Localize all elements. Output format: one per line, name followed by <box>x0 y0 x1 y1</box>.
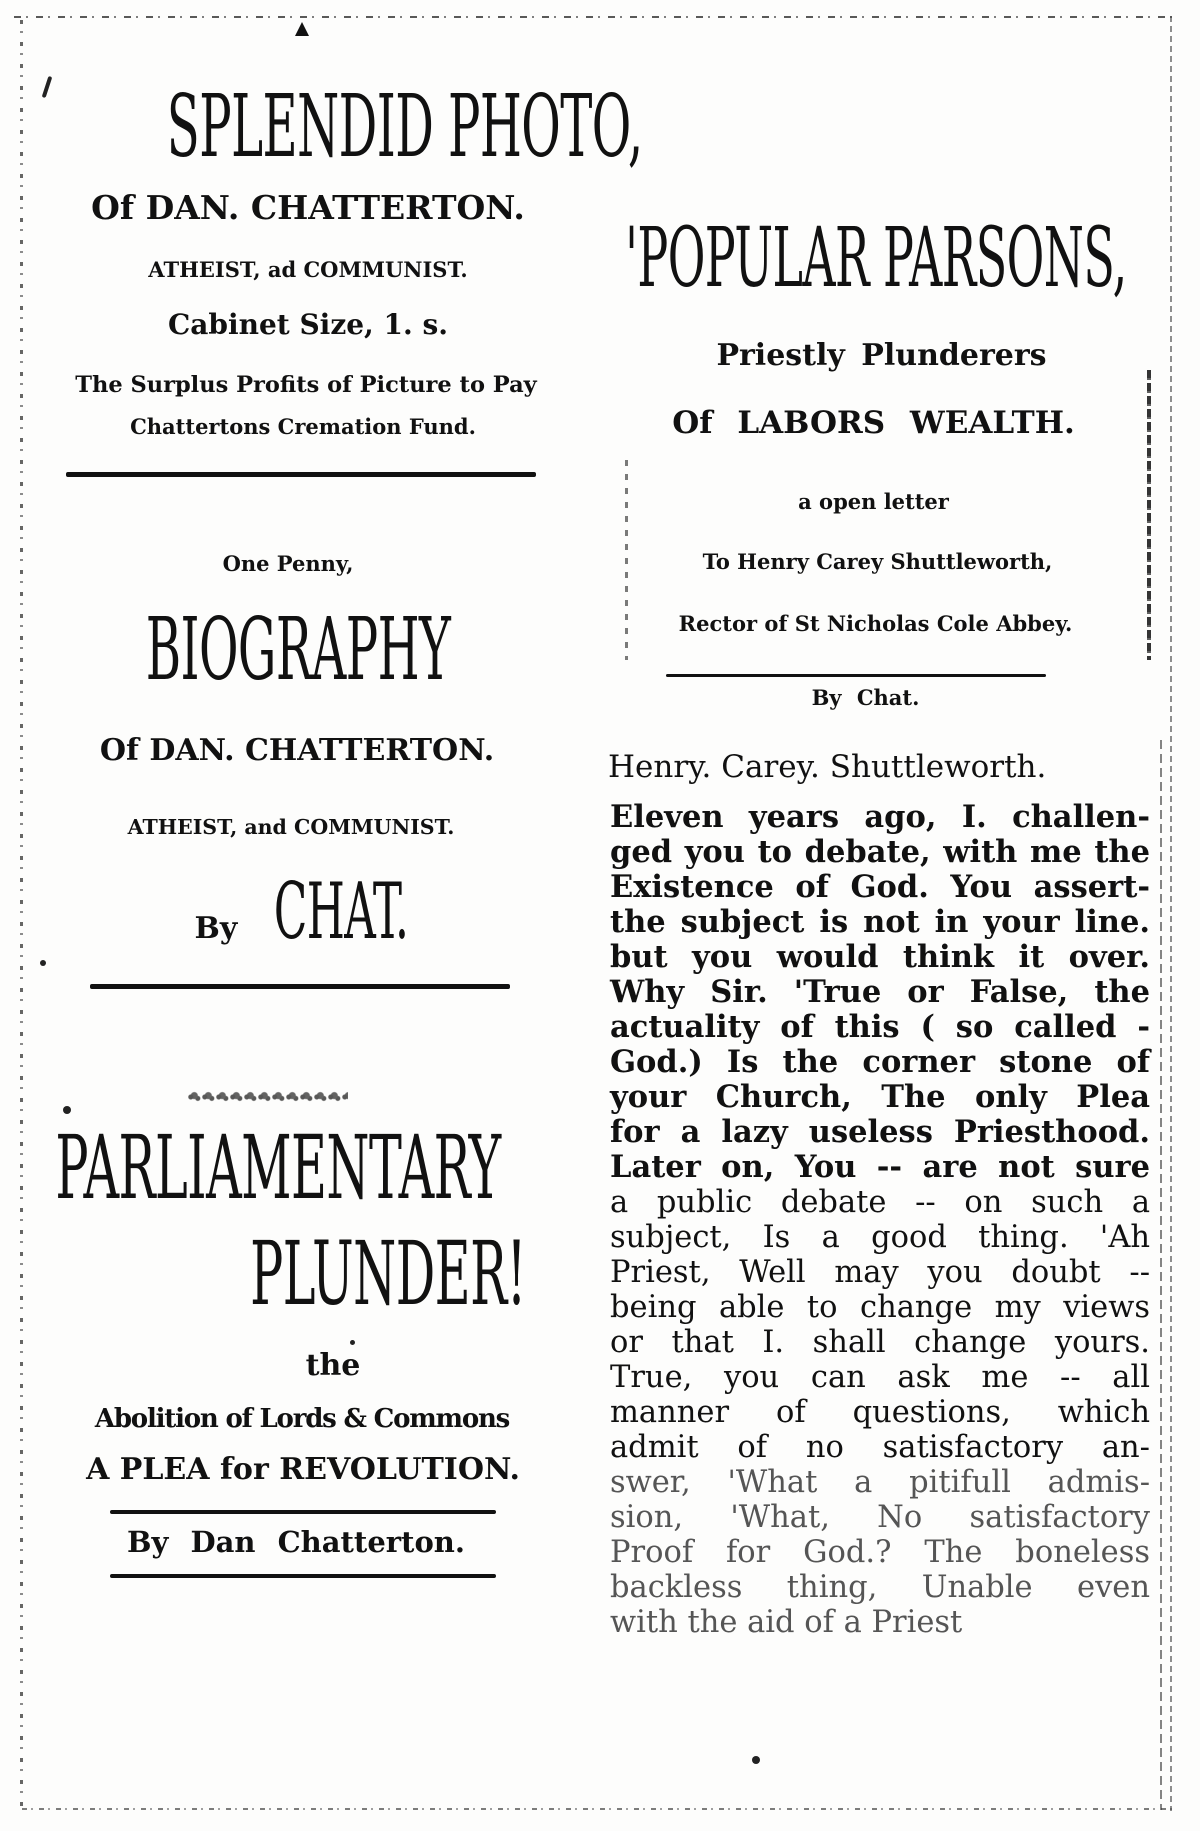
letter-line: actuality of this ( so called - <box>610 1009 1150 1045</box>
frame-border-bottom <box>22 1808 1172 1810</box>
scan-speck <box>40 960 46 966</box>
letter-line: Existence of God. You assert- <box>610 869 1150 905</box>
scan-mark <box>42 76 53 98</box>
photo-price: Cabinet Size, 1. s. <box>167 308 449 341</box>
letter-line: but you would think it over. <box>610 939 1150 975</box>
letter-line: Later on, You -- are not sure <box>610 1149 1150 1185</box>
biography-descriptor: ATHEIST, and COMMUNIST. <box>127 815 455 839</box>
letter-line: for a lazy useless Priesthood. <box>610 1114 1150 1150</box>
photo-subject: Of DAN. CHATTERTON. <box>91 188 525 227</box>
top-marker-icon <box>295 22 309 36</box>
letter-addressee: To Henry Carey Shuttleworth, <box>702 549 1053 574</box>
biography-byline-author: CHAT. <box>274 867 409 957</box>
letter-line: God.) Is the corner stone of <box>610 1044 1150 1080</box>
photo-descriptor: ATHEIST, ad COMMUNIST. <box>148 257 468 282</box>
letter-addressee-title: Rector of St Nicholas Cole Abbey. <box>678 611 1073 636</box>
letter-text <box>610 800 1150 1640</box>
letter-line: your Church, The only Plea <box>610 1079 1150 1115</box>
letter-line: the subject is not in your line. <box>610 904 1150 940</box>
letter-line: Why Sir. 'True or False, the <box>610 974 1150 1010</box>
parsons-sub-1: Priestly Plunderers <box>716 338 1047 373</box>
biography-subject: Of DAN. CHATTERTON. <box>99 733 495 768</box>
photo-note-line-2: Chattertons Cremation Fund. <box>130 414 476 439</box>
parliament-sub-3: A PLEA for REVOLUTION. <box>86 1452 520 1487</box>
frame-border-right <box>1170 16 1172 1811</box>
letter-line: manner of questions, which <box>610 1395 1150 1430</box>
biography-headline: BIOGRAPHY <box>145 600 451 700</box>
divider-rule <box>66 472 536 477</box>
parliament-byline: By Dan Chatterton. <box>127 1525 465 1559</box>
letter-line: or that I. shall change yours. <box>610 1325 1150 1360</box>
biography-byline <box>28 867 588 957</box>
parsons-headline: 'POPULAR PARSONS, <box>625 211 1127 306</box>
letter-line: Eleven years ago, I. challen- <box>610 799 1150 835</box>
letter-line: subject, Is a good thing. 'Ah <box>610 1220 1150 1255</box>
letter-line: backless thing, Unable even <box>610 1570 1150 1605</box>
parsons-sub-3: a open letter <box>798 489 949 514</box>
parliament-sub-2: Abolition of Lords & Commons <box>94 1404 510 1434</box>
letter-line: admit of no satisfactory an- <box>610 1430 1150 1465</box>
letter-salutation: Henry. Carey. Shuttleworth. <box>608 749 1047 785</box>
photo-note-line-1: The Surplus Profits of Picture to Pay <box>75 372 537 398</box>
parsons-sub-2: Of LABORS WEALTH. <box>672 405 1075 441</box>
divider-rule <box>90 984 510 989</box>
letter-line: being able to change my views <box>610 1290 1150 1325</box>
letter-line: Priest, Well may you doubt -- <box>610 1255 1150 1290</box>
letter-line: with the aid of a Priest <box>610 1605 963 1640</box>
letter-line: sion, 'What, No satisfactory <box>610 1500 1150 1535</box>
parliament-headline-2: PLUNDER! <box>250 1222 526 1325</box>
scan-speck <box>752 1756 760 1764</box>
letter-line: ged you to debate, with me the <box>610 834 1150 870</box>
letter-line: Proof for God.? The boneless <box>610 1535 1150 1570</box>
column-rule-right <box>1160 740 1162 1810</box>
divider-rule <box>110 1510 496 1514</box>
divider-rule <box>666 674 1046 677</box>
frame-border-top <box>14 16 1174 18</box>
divider-rule <box>110 1574 496 1578</box>
letter-line: a public debate -- on such a <box>610 1185 1150 1220</box>
letter-line: True, you can ask me -- all <box>610 1360 1150 1395</box>
scan-speck <box>63 1106 71 1114</box>
biography-byline-prefix: By <box>194 911 238 946</box>
letter-line: swer, 'What a pitifull admis- <box>610 1465 1150 1500</box>
letter-byline: By Chat. <box>811 685 920 710</box>
ornament-flourish <box>188 1090 348 1104</box>
photo-headline: SPLENDID PHOTO, <box>166 77 643 177</box>
biography-price: One Penny, <box>222 551 354 576</box>
parliament-sub-1: the <box>305 1348 361 1383</box>
parliament-headline-1: PARLIAMENTARY <box>55 1116 501 1219</box>
scan-speck <box>350 1340 355 1345</box>
